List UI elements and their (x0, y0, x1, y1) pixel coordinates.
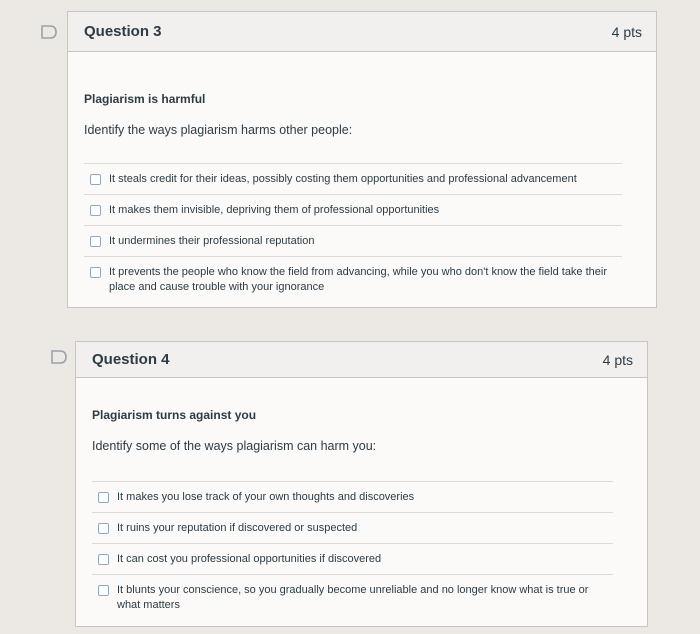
answer-option[interactable] (92, 513, 613, 544)
answer-label: It makes you lose track of your own thoughts and discoveries (117, 491, 415, 503)
answer-option[interactable] (84, 257, 622, 302)
answer-list (84, 163, 622, 302)
answer-option[interactable] (84, 164, 622, 195)
answer-checkbox[interactable] (98, 585, 109, 596)
answer-option[interactable] (84, 226, 622, 257)
question-heading: Plagiarism is harmful (84, 92, 206, 106)
question-header (68, 12, 656, 52)
question-points: 4 pts (602, 351, 633, 368)
question-card-4 (75, 341, 648, 627)
answer-option[interactable] (92, 544, 613, 575)
question-prompt: Identify some of the ways plagiarism can harm you: (92, 439, 377, 453)
question-header (76, 342, 647, 378)
answer-checkbox[interactable] (90, 174, 101, 185)
answer-label: It undermines their professional reputation (109, 235, 315, 247)
flag-question-icon[interactable] (50, 349, 68, 365)
question-title: Question 4 (92, 351, 170, 368)
question-prompt: Identify the ways plagiarism harms other people: (84, 123, 353, 137)
answer-label: It ruins your reputation if discovered or suspected (117, 522, 358, 534)
question-points: 4 pts (611, 23, 642, 40)
answer-checkbox[interactable] (98, 554, 109, 565)
answer-checkbox[interactable] (90, 205, 101, 216)
answer-label: It can cost you professional opportunities if discovered (117, 553, 382, 565)
answer-label: It steals credit for their ideas, possibly costing them opportunities and professional advancement (109, 173, 577, 185)
question-title: Question 3 (84, 23, 162, 40)
answer-checkbox[interactable] (98, 492, 109, 503)
answer-label: It makes them invisible, depriving them of professional opportunities (109, 204, 440, 216)
answer-option[interactable] (92, 575, 613, 620)
answer-checkbox[interactable] (90, 236, 101, 247)
flag-question-icon[interactable] (40, 24, 58, 40)
answer-option[interactable] (84, 195, 622, 226)
question-heading: Plagiarism turns against you (92, 408, 257, 422)
answer-checkbox[interactable] (90, 267, 101, 278)
answer-label: It prevents the people who know the field from advancing, while you who don't know the field take their place and cause trouble with your ignorance (109, 266, 608, 293)
answer-list (92, 481, 613, 620)
answer-checkbox[interactable] (98, 523, 109, 534)
question-card-3 (67, 11, 657, 308)
answer-label: It blunts your conscience, so you gradually become unreliable and no longer know what is true or what matters (117, 584, 589, 611)
answer-option[interactable] (92, 482, 613, 513)
